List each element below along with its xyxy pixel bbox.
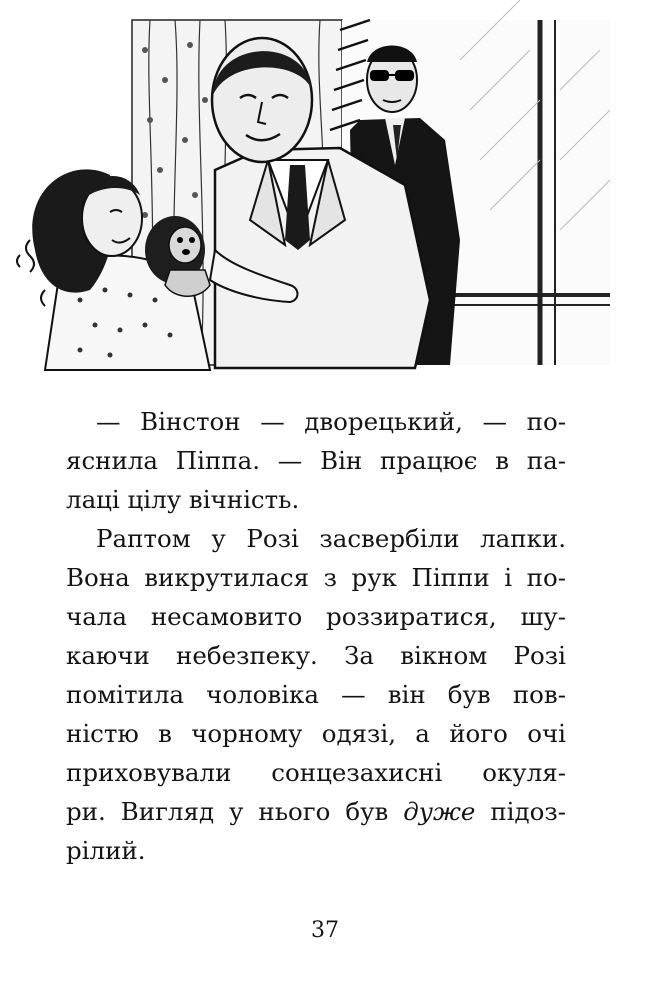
text-line: помітила чоловіка — він був пов-	[66, 680, 566, 709]
text-line: Вона викрутилася з рук Піппи і по-	[66, 563, 566, 592]
text-line: приховували сонцезахисні окуля-	[66, 758, 566, 787]
text-line: каючи небезпеку. За вікном Розі	[66, 641, 566, 670]
illustration	[0, 0, 650, 375]
text-line: Раптом у Розі засвербіли лапки.	[96, 524, 566, 553]
text-line: чала несамовито роззиратися, шу-	[66, 602, 566, 631]
paragraph-2	[66, 519, 566, 870]
text-segment: підоз-	[475, 797, 566, 826]
text-line: яснила Піппа. — Він працює в па-	[66, 446, 566, 475]
emphasized-word: дуже	[403, 797, 476, 826]
main-text	[66, 402, 566, 870]
illustration-drawing	[0, 0, 650, 375]
text-line: — Вінстон — дворецький, — по-	[96, 407, 566, 436]
text-line: ністю в чорному одязі, а його очі	[66, 719, 566, 748]
text-line: лаці цілу вічність.	[66, 485, 300, 514]
text-line-emphasis	[66, 792, 566, 831]
paragraph-1	[66, 402, 566, 519]
page-number: 37	[311, 918, 339, 943]
text-segment: ри. Вигляд у нього був	[66, 797, 404, 826]
text-line: рілий.	[66, 836, 146, 865]
